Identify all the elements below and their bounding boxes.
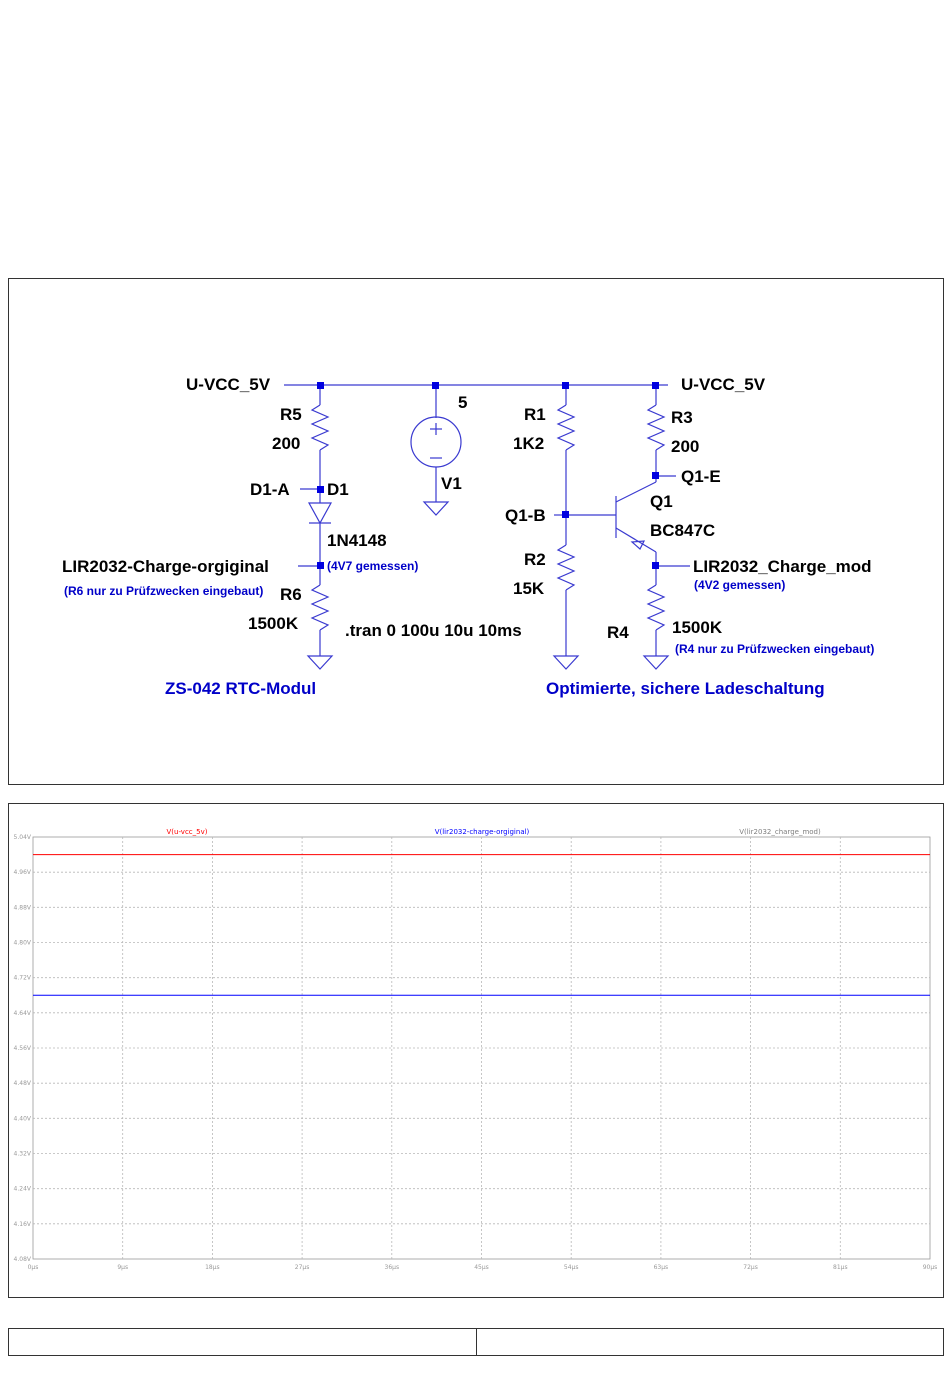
r3-name: R3 [671,408,693,427]
r5-name: R5 [280,405,302,424]
title-left: ZS-042 RTC-Modul [165,679,317,698]
footer-cell-left [9,1329,476,1355]
x-tick-label: 72µs [743,1264,758,1271]
legend-label: V(lir2032_charge_mod) [739,828,821,836]
plot-legend [167,828,821,836]
y-tick-label: 4.56V [13,1045,31,1052]
x-tick-label: 63µs [653,1264,669,1271]
plot-grid [33,837,930,1259]
d1-value: 1N4148 [327,531,387,550]
x-tick-label: 0µs [27,1264,39,1271]
r6-note: (R6 nur zu Prüfzwecken eingebaut) [64,584,264,598]
net-label-vcc-left: U-VCC_5V [186,375,271,394]
x-tick-label: 9µs [117,1264,129,1271]
x-tick-label: 36µs [384,1264,400,1271]
v1-name: V1 [441,474,462,493]
d1a-label: D1-A [250,480,290,499]
v1-value: 5 [458,393,468,412]
q1e-label: Q1-E [681,467,721,486]
r4-value: 1500K [672,618,723,637]
r5-value: 200 [272,434,301,453]
y-tick-label: 5.04V [13,834,31,841]
x-tick-label: 81µs [833,1264,848,1271]
r6-value: 1500K [248,614,299,633]
q1-value: BC847C [650,521,716,540]
y-tick-label: 4.16V [13,1220,31,1228]
footer-cell-right [476,1329,944,1355]
y-tick-label: 4.08V [13,1256,31,1263]
footer-table [8,1328,944,1356]
legend-label: V(lir2032-charge-orgiginal) [434,828,530,836]
y-tick-label: 4.96V [13,869,31,877]
r1-name: R1 [524,405,546,424]
plot-ticks [14,834,938,1271]
q1b-label: Q1-B [505,506,546,525]
x-tick-label: 45µs [474,1264,489,1271]
legend-label: V(u-vcc_5v) [166,828,208,836]
title-right: Optimierte, sichere Ladeschaltung [546,679,825,698]
q1-name: Q1 [650,492,673,511]
r2-value: 15K [513,579,545,598]
x-tick-label: 54µs [563,1264,579,1271]
y-tick-label: 4.64V [13,1009,31,1017]
net-label-vcc-right: U-VCC_5V [681,375,766,394]
lir-mod-note: (4V2 gemessen) [694,578,786,592]
y-tick-label: 4.24V [13,1185,31,1193]
x-tick-label: 27µs [294,1264,310,1271]
r4-name: R4 [607,623,629,642]
r1-value: 1K2 [513,434,545,453]
lir-mod-label: LIR2032_Charge_mod [693,557,872,576]
x-tick-label: 18µs [205,1264,220,1271]
r4-note: (R4 nur zu Prüfzwecken eingebaut) [675,642,875,656]
y-tick-label: 4.88V [13,904,31,912]
tran-command: .tran 0 100u 10u 10ms [345,621,522,640]
y-tick-label: 4.32V [13,1150,31,1158]
y-tick-label: 4.40V [13,1115,31,1123]
r2-name: R2 [524,550,546,569]
d1-name: D1 [327,480,349,499]
r3-value: 200 [671,437,700,456]
lir-orig-label: LIR2032-Charge-orgiginal [62,557,269,576]
x-tick-label: 90µs [922,1264,938,1271]
y-tick-label: 4.72V [13,974,31,982]
y-tick-label: 4.48V [13,1080,31,1088]
lir-orig-note: (4V7 gemessen) [327,559,419,573]
r6-name: R6 [280,585,302,604]
y-tick-label: 4.80V [13,939,31,947]
